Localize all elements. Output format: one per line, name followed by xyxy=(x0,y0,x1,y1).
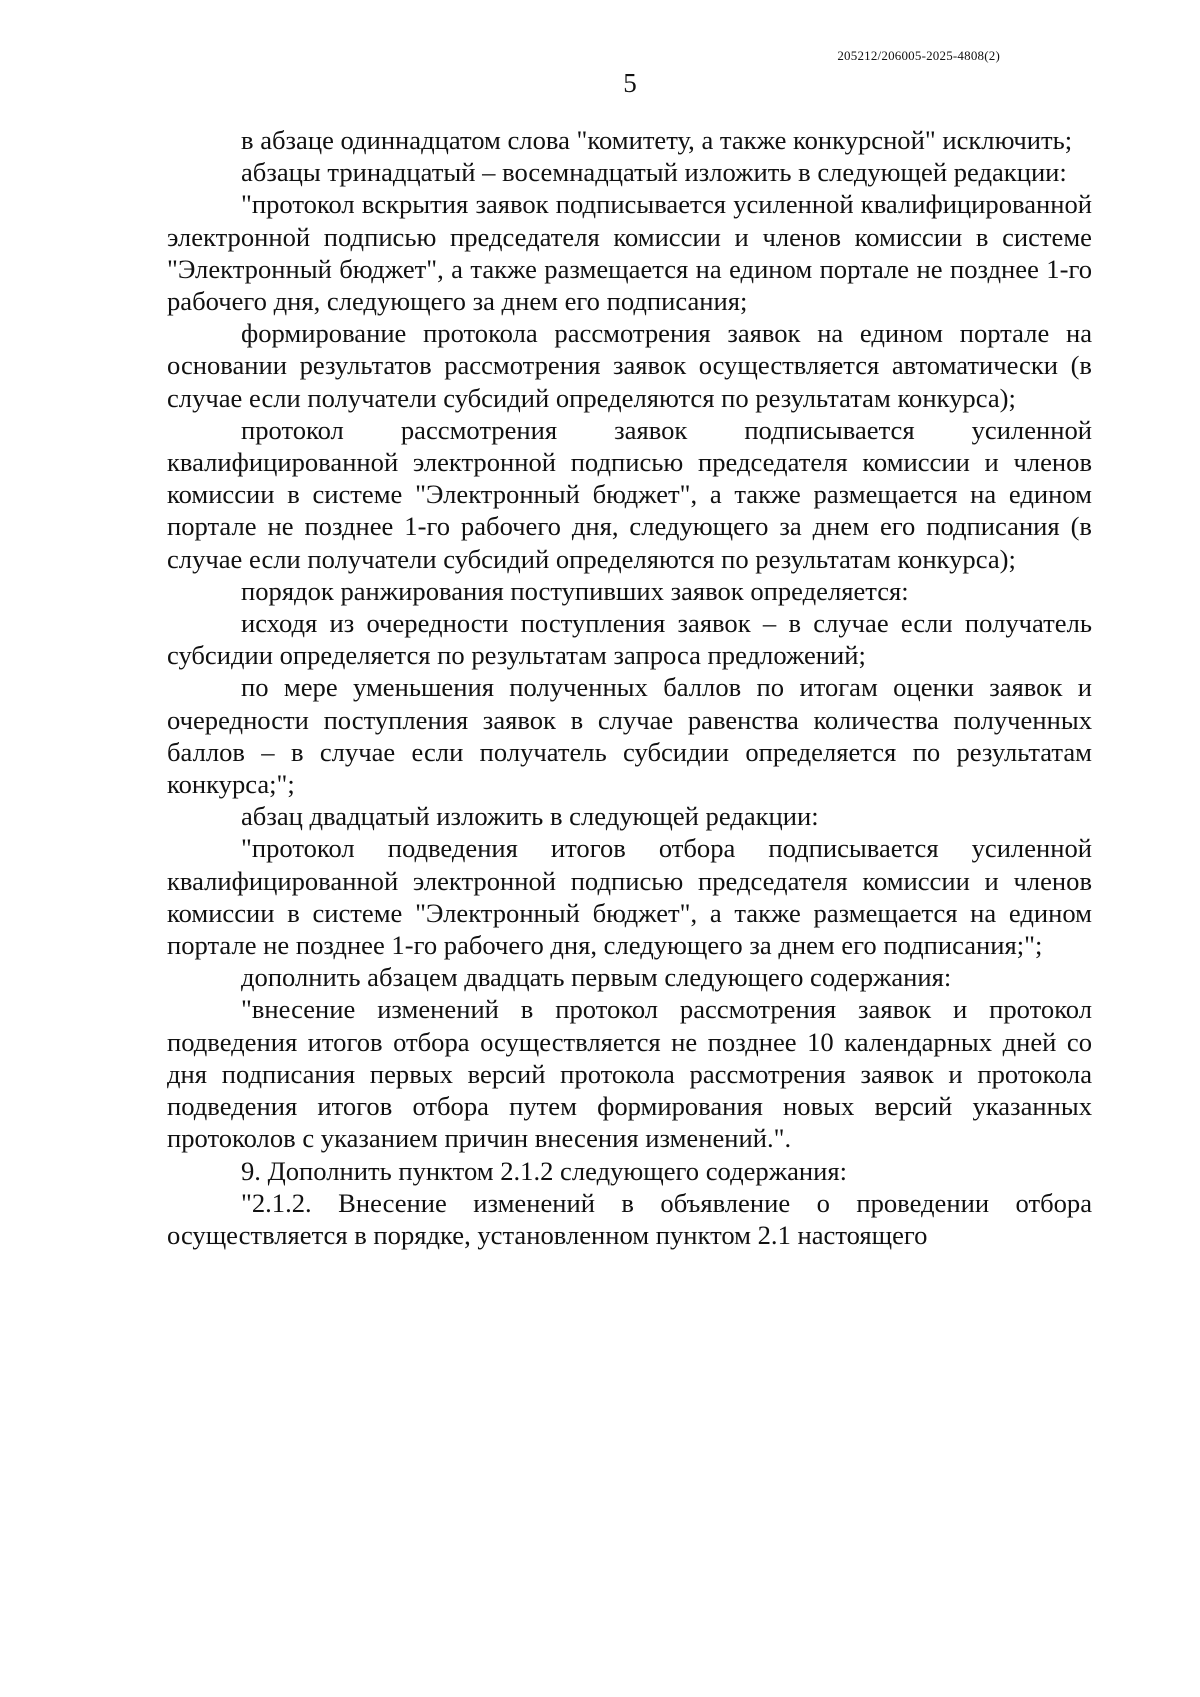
paragraph: исходя из очередности поступления заявок – в случае если получатель субсидии определяется по результатам запроса предложений; xyxy=(167,608,1092,671)
paragraph: абзац двадцатый изложить в следующей редакции: xyxy=(241,801,819,832)
page-number: 5 xyxy=(623,68,637,98)
paragraph: дополнить абзацем двадцать первым следующего содержания: xyxy=(241,962,952,993)
paragraph: "внесение изменений в протокол рассмотрения заявок и протокол подведения итогов отбора осуществляется не позднее 10 календарных дней со дня подписания первых версий протокола рассмотрения заявок и протокола подведения итогов отбора путем формирования новых версий указанных протоколов с указанием причин внесения изменений.". xyxy=(167,994,1092,1154)
paragraph: "протокол подведения итогов отбора подписывается усиленной квалифицированной электронной подписью председателя комиссии и членов комиссии в системе "Электронный бюджет", а также размещается на едином портале не позднее 1-го рабочего дня, следующего за днем его подписания;"; xyxy=(167,833,1092,961)
paragraph: протокол рассмотрения заявок подписывается усиленной квалифицированной электронной подписью председателя комиссии и членов комиссии в системе "Электронный бюджет", а также размещается на едином портале не позднее 1-го рабочего дня, следующего за днем его подписания (в случае если получатели субсидий определяются по результатам конкурса); xyxy=(167,414,1092,574)
paragraph: "протокол вскрытия заявок подписывается усиленной квалифицированной электронной подписью председателя комиссии и членов комиссии в системе "Электронный бюджет", а также размещается на едином портале не позднее 1-го рабочего дня, следующего за днем его подписания; xyxy=(167,189,1092,317)
paragraph: абзацы тринадцатый – восемнадцатый изложить в следующей редакции: xyxy=(241,157,1067,188)
paragraph: по мере уменьшения полученных баллов по итогам оценки заявок и очередности поступления заявок в случае равенства количества полученных баллов – в случае если получатель субсидии определяется по результатам конкурса;"; xyxy=(167,672,1092,800)
paragraph: формирование протокола рассмотрения заявок на едином портале на основании результатов рассмотрения заявок осуществляется автоматически (в случае если получатели субсидий определяются по результатам конкурса); xyxy=(167,318,1092,413)
paragraph: в абзаце одиннадцатом слова "комитету, а также конкурсной" исключить; xyxy=(241,125,1073,155)
paragraph: 9. Дополнить пунктом 2.1.2 следующего содержания: xyxy=(241,1155,847,1186)
paragraph: "2.1.2. Внесение изменений в объявление о проведении отбора осуществляется в порядке, установленном пунктом 2.1 настоящего xyxy=(167,1187,1092,1250)
document-id: 205212/206005-2025-4808(2) xyxy=(837,48,1000,63)
document-body xyxy=(167,124,1092,1251)
paragraph: порядок ранжирования поступивших заявок определяется: xyxy=(241,575,909,606)
